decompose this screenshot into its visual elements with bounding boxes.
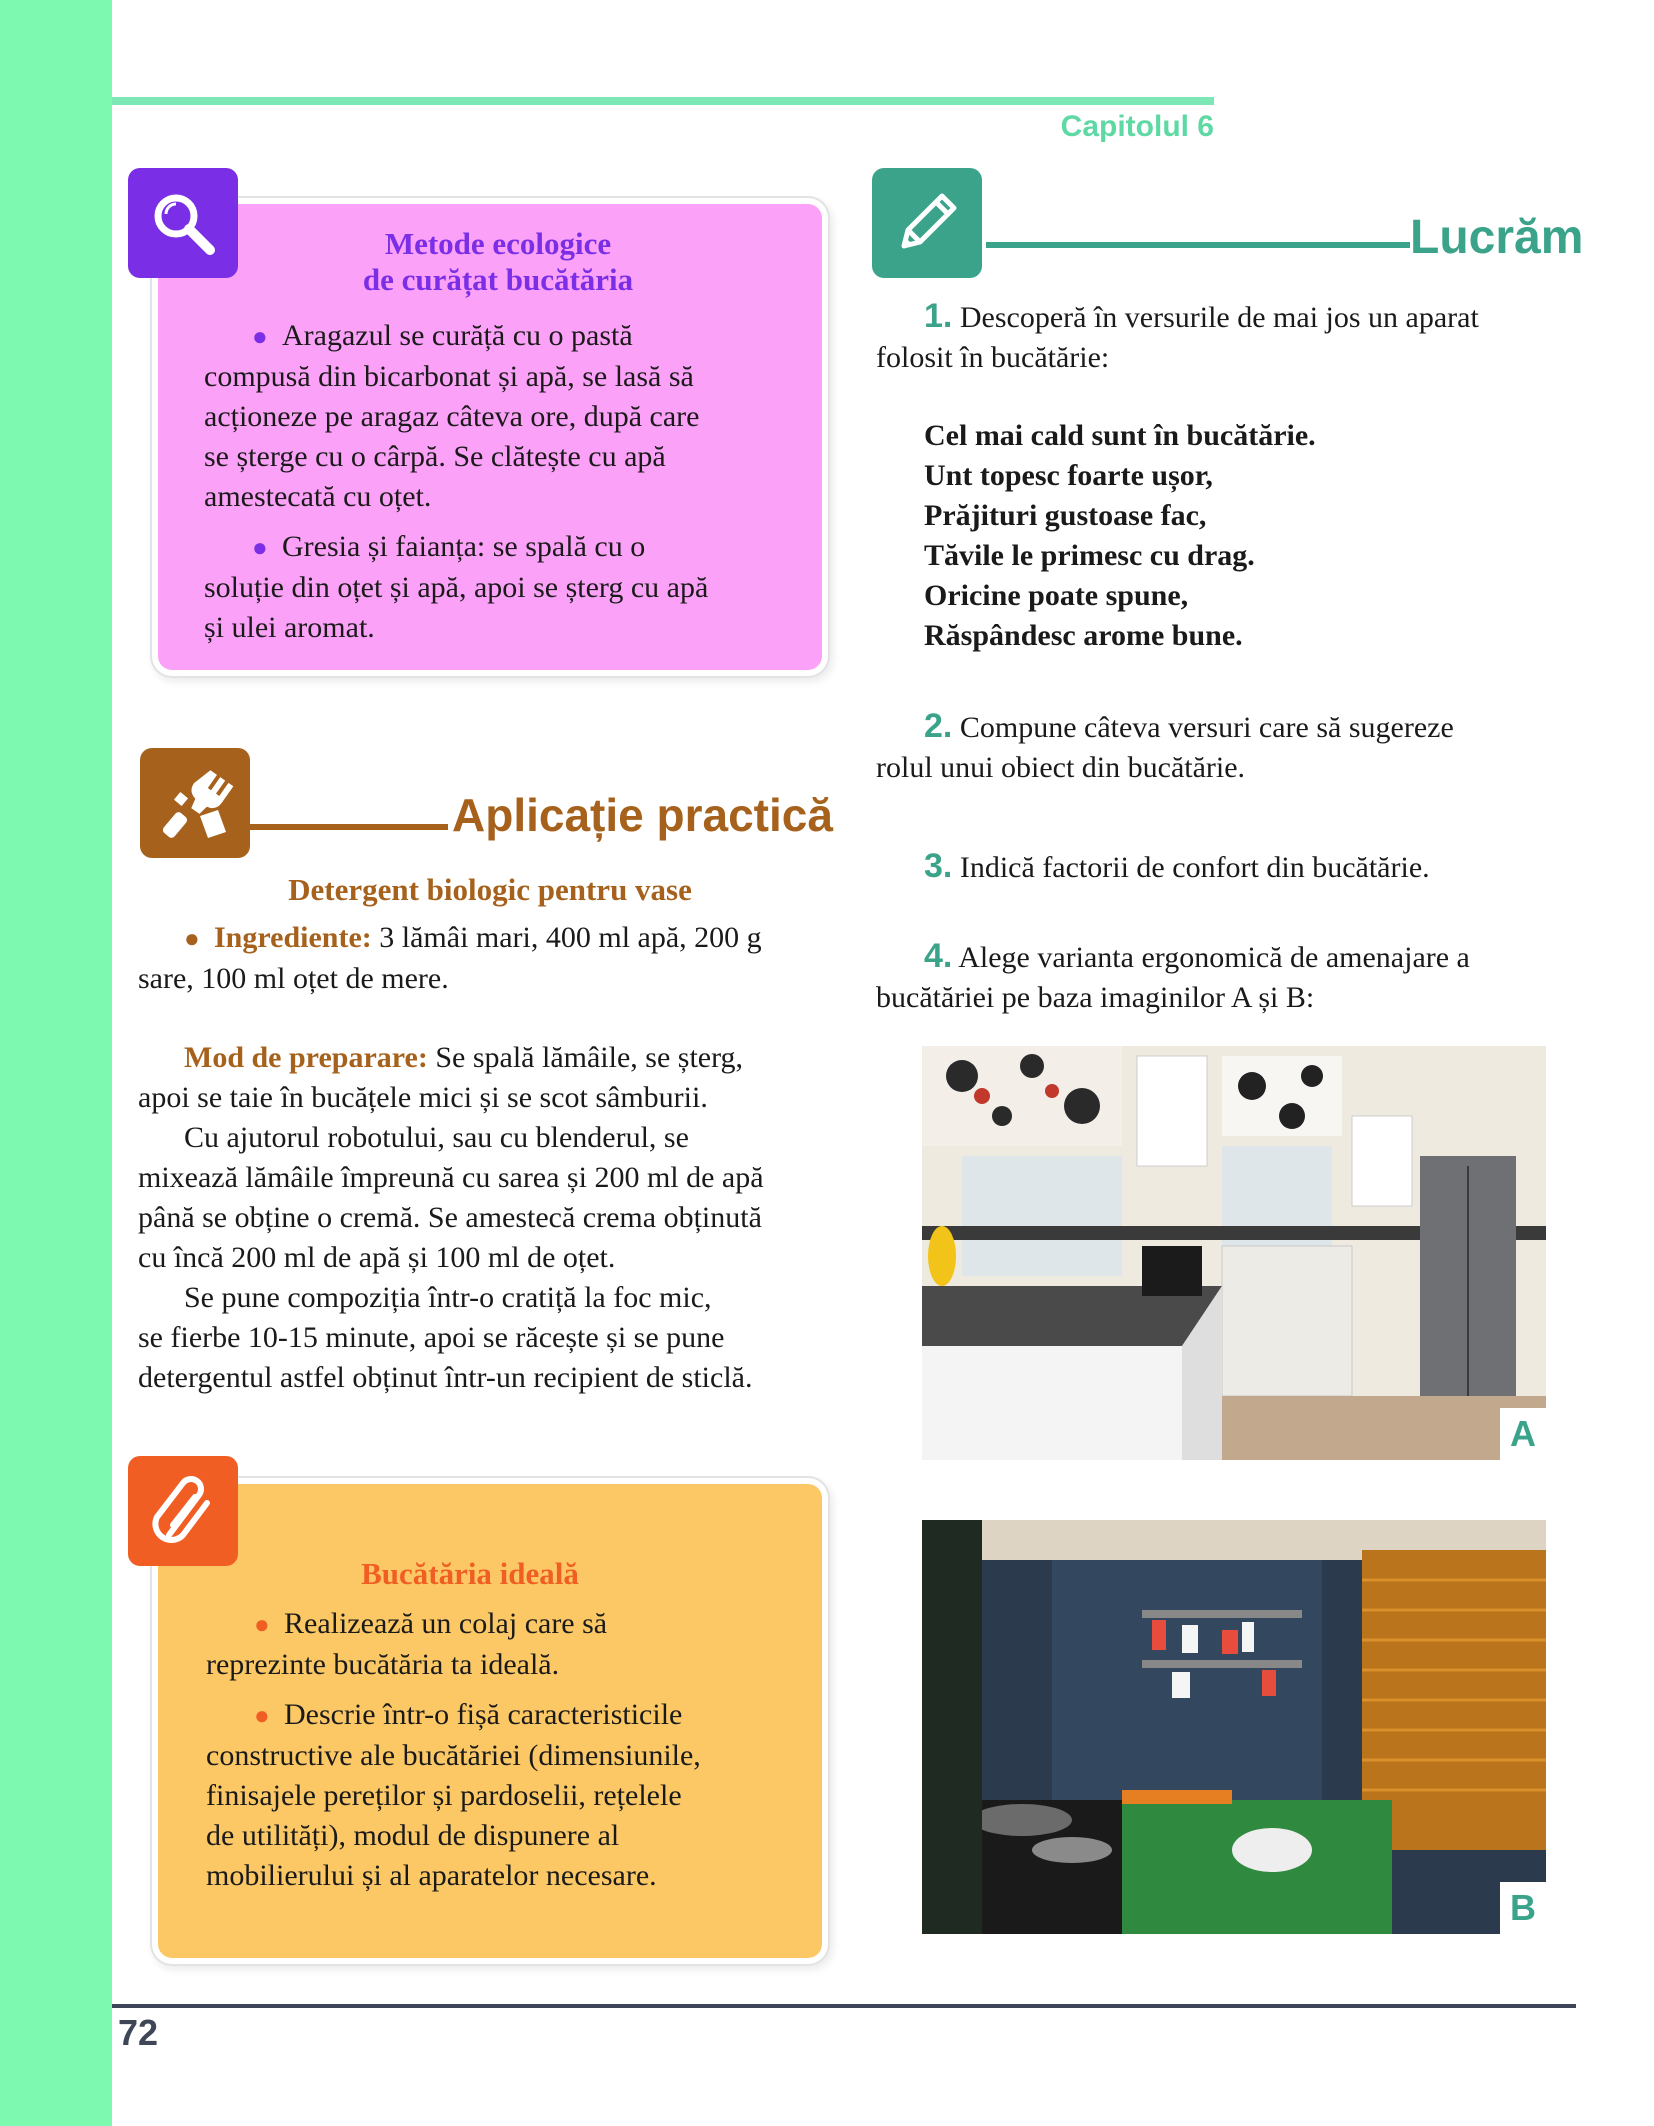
header-rule — [112, 97, 1214, 105]
aplicatie-heading-rule — [250, 824, 448, 830]
aplicatie-ingredients: ● Ingrediente: 3 lămâi mari, 400 ml apă, 200 g sare, 100 ml oțet de mere. — [138, 921, 762, 995]
bullet-icon: ● — [254, 1610, 270, 1639]
eco-methods-text: ● Aragazul se curăță cu o pastă compusă din bicarbonat și apă, se lasă să acționeze pe aragaz câteva ore, după care se șterge cu o cârpă. Se clătește cu apă amestecată cu oțet. ● Gresia și faianța: se spală cu o soluție din oțet și apă, apoi se șterg cu apă și ulei aromat. — [204, 319, 709, 644]
aplicatie-heading: Aplicație practică — [452, 789, 833, 841]
page-number: 72 — [118, 2012, 159, 2053]
poem: Cel mai cald sunt în bucătărie. Unt topesc foarte ușor, Prăjituri gustoase fac, Tăvile le primesc cu drag. Oricine poate spune, Răspândesc arome bune. — [924, 419, 1316, 652]
footer-rule — [112, 2004, 1576, 2008]
lucram-heading-rule — [986, 242, 1410, 248]
tools-icon — [140, 748, 250, 858]
bullet-icon: ● — [254, 1701, 270, 1730]
ideal-kitchen-title: Bucătăria ideală — [361, 1556, 579, 1591]
bullet-icon: ● — [252, 322, 268, 351]
ideal-kitchen-text: ● Realizează un colaj care să reprezinte bucătăria ta ideală. ● Descrie într-o fișă caracteristicile constructive ale bucătăriei (dimensiunile, finisajele pereților și pardoselii, rețelele de utilități), modul de dispunere al mobilierului și al aparatelor necesare. — [206, 1607, 701, 1892]
task-4: 4. Alege varianta ergonomică de amenajare a bucătăriei pe baza imaginilor A și B: — [876, 937, 1470, 1014]
task-1: 1. Descoperă în versurile de mai jos un aparat folosit în bucătărie: — [876, 297, 1479, 374]
task-3: 3. Indică factorii de confort din bucătărie. — [924, 847, 1430, 885]
kitchen-photo-a — [922, 1046, 1546, 1460]
side-color-band — [0, 0, 112, 2126]
paperclip-icon — [128, 1456, 238, 1566]
lucram-heading: Lucrăm — [1410, 211, 1584, 264]
pencil-icon — [872, 168, 982, 278]
chapter-label: Capitolul 6 — [1060, 110, 1214, 143]
kitchen-photo-b — [922, 1520, 1546, 1934]
eco-methods-title: Metode ecologice de curățat bucătăria — [362, 226, 634, 297]
task-2: 2. Compune câteva versuri care să sugereze rolul unui obiect din bucătărie. — [876, 707, 1454, 784]
aplicatie-mod-preparare: Mod de preparare: Se spală lămâile, se șterg, apoi se taie în bucățele mici și se scot sâmburii. Cu ajutorul robotului, sau cu blenderul, se mixează lămâile împreună cu sarea și 200 ml de apă până se obține o cremă. Se amestecă crema obținută cu încă 200 ml de apă și 100 ml de oțet. Se pune compoziția într-o cratiță la foc mic, se fierbe 10-15 minute, apoi se răcește și se pune detergentul astfel obținut într-un recipient de sticlă. — [138, 1041, 764, 1394]
image-label-b: B — [1500, 1882, 1546, 1934]
bullet-icon: ● — [184, 924, 200, 953]
aplicatie-subtitle: Detergent biologic pentru vase — [288, 872, 692, 907]
bullet-icon: ● — [252, 533, 268, 562]
image-label-a: A — [1500, 1408, 1546, 1460]
magnifier-icon — [128, 168, 238, 278]
